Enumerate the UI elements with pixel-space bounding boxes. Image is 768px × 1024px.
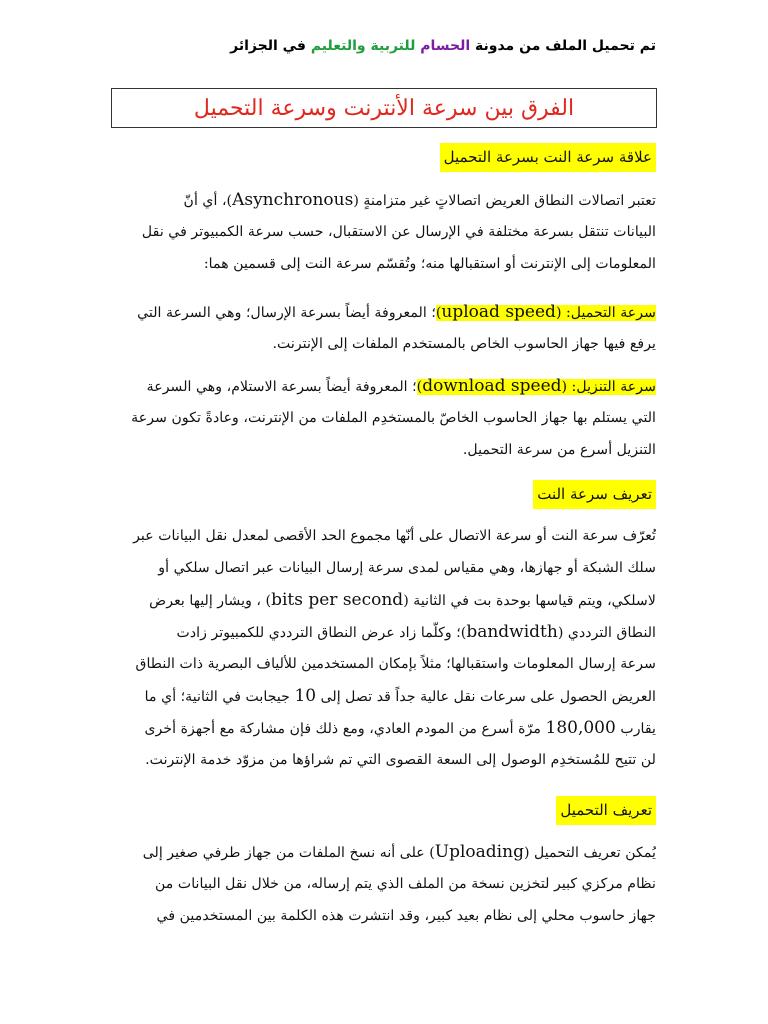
text-line: التي يستلم بها جهاز الحاسوب الخاصّ بالمستخدِم الملفات من الإنترنت، وعادةً تكون سرعة <box>131 410 656 426</box>
blog-subtitle: للتربية والتعليم <box>310 38 416 54</box>
text-line: يرفع فيها جهاز الحاسوب الخاص بالمستخدم الملفات إلى الإنترنت. <box>272 336 656 352</box>
text-line: سلك الشبكة أو جهازها، وهي مقياس لمدى سرعة إرسال البيانات عبر اتصال سلكي أو <box>158 560 656 576</box>
notice-location: في الجزائر <box>230 38 311 54</box>
text-line: سرعة التحميل: (upload speed)؛ المعروفة أيضاً بسرعة الإرسال؛ وهي السرعة التي <box>137 302 656 322</box>
text-line: سرعة التنزيل: (download speed)؛ المعروفة أيضاً بسرعة الاستلام، وهي السرعة <box>146 376 656 396</box>
text-line: تُعرّف سرعة النت أو سرعة الاتصال على أنّها مجموع الحد الأقصى لمعدل نقل البيانات عبر <box>133 528 656 544</box>
upload-speed-label: سرعة التحميل: (upload speed) <box>435 302 656 322</box>
document-title-box <box>111 88 657 128</box>
text-line: يقارب 180,000 مرّة أسرع من المودم العادي، ومع ذلك فإن مشاركة مع أجهزة أخرى <box>144 718 656 738</box>
text-line: البيانات تنتقل بسرعة مختلفة في الإرسال عن الاستقبال، حسب سرعة الكمبيوتر في نقل <box>141 224 656 240</box>
text-line: العريض الحصول على سرعات نقل عالية جداً قد تصل إلى 10 جيجابت في الثانية؛ أي ما <box>144 686 656 706</box>
blog-name: الحسام <box>420 38 471 54</box>
paragraph-download-speed <box>111 370 656 466</box>
text-line: يُمكن تعريف التحميل (Uploading) على أنه نسخ الملفات من جهاز طرفي صغير إلى <box>142 842 656 862</box>
download-notice <box>230 38 656 54</box>
document-title: الفرق بين سرعة الأنترنت وسرعة التحميل <box>193 95 575 121</box>
paragraph-uploading <box>111 836 656 932</box>
download-speed-label: سرعة التنزيل: (download speed) <box>416 376 656 396</box>
text-line: نظام مركزي كبير لتخزين نسخة من الملف الذي يتم إرساله، من خلال نقل البيانات من <box>154 876 656 892</box>
paragraph-net-speed <box>111 520 656 776</box>
text-line: جهاز حاسوب محلي إلى نظام بعيد كبير، وقد انتشرت هذه الكلمة بين المستخدمين في <box>156 908 656 924</box>
text-line: المعلومات إلى الإنترنت أو استقبالها منه؛ وتُقسّم سرعة النت إلى قسمين هما: <box>203 256 656 272</box>
paragraph-async <box>111 184 656 280</box>
paragraph-upload-speed <box>111 296 656 360</box>
text-line: التنزيل أسرع من سرعة التحميل. <box>462 442 656 458</box>
notice-text: تم تحميل الملف من مدونة <box>470 38 656 54</box>
text-line: النطاق الترددي (bandwidth)؛ وكلّما زاد عرض النطاق الترددي للكمبيوتر زادت <box>176 622 656 642</box>
text-line: لن تتيح للمُستخدِم الوصول إلى السعة القصوى التي تم شراؤها من مزوّد خدمة الإنترنت. <box>145 752 656 768</box>
text-line: سرعة إرسال المعلومات واستقبالها؛ مثلاً بإمكان المستخدمين للألياف البصرية ذات النطاق <box>135 656 656 672</box>
section-heading-net-speed-definition: تعريف سرعة النت <box>533 480 656 509</box>
text-line: تعتبر اتصالات النطاق العريض اتصالاتٍ غير متزامنةٍ (Asynchronous)، أي أنّ <box>183 190 656 210</box>
section-heading-net-vs-download: علاقة سرعة النت بسرعة التحميل <box>440 143 656 172</box>
section-heading-upload-definition: تعريف التحميل <box>556 796 656 825</box>
text-line: لاسلكي، ويتم قياسها بوحدة بت في الثانية (bits per second) ، ويشار إليها بعرض <box>149 590 656 610</box>
